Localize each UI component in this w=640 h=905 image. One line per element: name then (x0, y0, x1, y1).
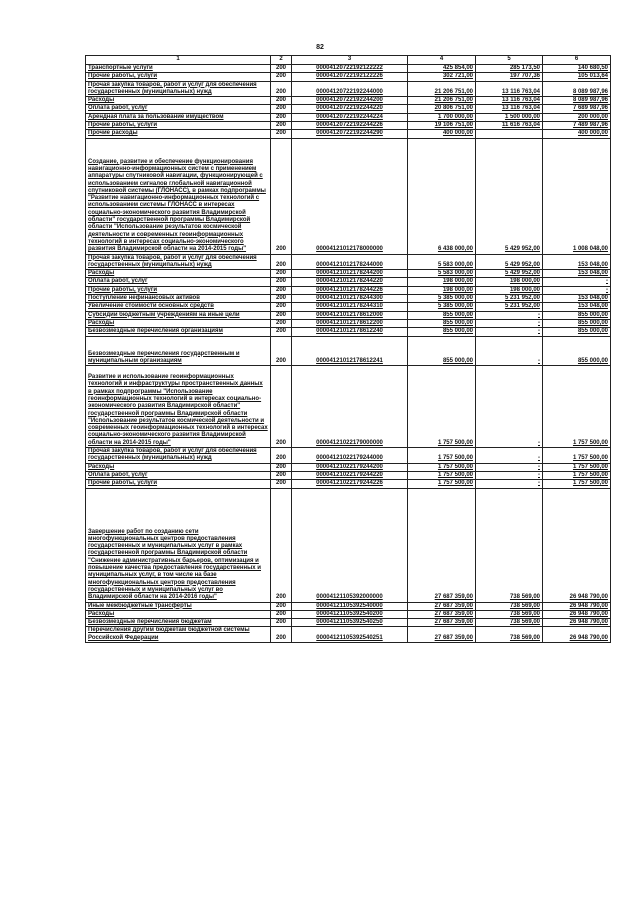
row-name: Расходы (86, 610, 271, 618)
table-row (86, 138, 611, 254)
table-row (86, 488, 611, 602)
row-kbk: 00004121022179244220 (292, 471, 408, 479)
row-value-col4: 198 000,00 (408, 286, 476, 294)
row-value-col6: 1 757 500,00 (543, 480, 611, 488)
row-kbk: 00004120722192122226 (292, 73, 408, 81)
row-code: 200 (271, 463, 292, 471)
row-value-col5 (476, 130, 543, 138)
row-kbk: 00004121105392540251 (292, 627, 408, 643)
row-name: Арендная плата за пользование имуществом (86, 113, 271, 121)
row-kbk: 00004121012178612240 (292, 328, 408, 336)
row-code: 200 (271, 270, 292, 278)
row-value-col5: 13 116 763,04 (476, 97, 543, 105)
row-value-col6: 1 757 500,00 (543, 463, 611, 471)
row-value-col5: - (476, 311, 543, 319)
row-value-col6: 855 000,00 (543, 328, 611, 336)
header-cell: 2 (271, 56, 292, 65)
row-value-col4: 1 757 500,00 (408, 471, 476, 479)
row-kbk: 00004121022179244000 (292, 448, 408, 464)
table-row (86, 480, 611, 488)
table-row (86, 328, 611, 336)
row-value-col6: 1 757 500,00 (543, 471, 611, 479)
row-value-col5: 5 429 952,00 (476, 270, 543, 278)
row-value-col5: 5 231 952,00 (476, 295, 543, 303)
row-kbk: 00004121012178244226 (292, 286, 408, 294)
row-value-col4: 1 757 500,00 (408, 463, 476, 471)
table-row (86, 105, 611, 113)
row-value-col6: 400 000,00 (543, 130, 611, 138)
row-code: 200 (271, 610, 292, 618)
row-value-col6: 153 048,00 (543, 295, 611, 303)
row-value-col6: 1 008 048,00 (543, 138, 611, 254)
row-kbk: 00004121012178244310 (292, 303, 408, 311)
row-name: Прочие расходы (86, 130, 271, 138)
row-kbk: 00004120722192244220 (292, 105, 408, 113)
row-name: Безвозмездные перечисления государственным и муниципальным организациям (86, 336, 271, 366)
row-value-col5: - (476, 471, 543, 479)
row-value-col6: 140 680,50 (543, 65, 611, 73)
row-value-col5: 738 569,00 (476, 488, 543, 602)
row-code: 200 (271, 303, 292, 311)
row-value-col4: 5 385 000,00 (408, 295, 476, 303)
row-kbk: 00004120722192122222 (292, 65, 408, 73)
row-value-col6: 855 000,00 (543, 319, 611, 327)
row-value-col4: 425 854,00 (408, 65, 476, 73)
row-name: Безвозмездные перечисления бюджетам (86, 619, 271, 627)
row-value-col5: 285 173,50 (476, 65, 543, 73)
header-cell: 4 (408, 56, 476, 65)
row-value-col4: 27 687 359,00 (408, 610, 476, 618)
row-value-col6: 8 089 987,96 (543, 81, 611, 97)
table-header-row (86, 56, 611, 65)
row-code: 200 (271, 278, 292, 286)
row-name: Прочие работы, услуги (86, 480, 271, 488)
row-code: 200 (271, 295, 292, 303)
row-value-col6: 26 948 790,00 (543, 610, 611, 618)
row-value-col4: 21 206 751,00 (408, 81, 476, 97)
row-value-col4: 1 700 000,00 (408, 113, 476, 121)
table-row (86, 295, 611, 303)
row-code: 200 (271, 488, 292, 602)
row-code: 200 (271, 627, 292, 643)
row-value-col5: 11 616 763,04 (476, 122, 543, 130)
row-kbk: 00004121105392540250 (292, 619, 408, 627)
row-value-col4: 302 721,00 (408, 73, 476, 81)
row-kbk: 00004121012178612000 (292, 311, 408, 319)
row-code: 200 (271, 113, 292, 121)
table-row (86, 366, 611, 448)
row-kbk: 00004121022179000000 (292, 366, 408, 448)
table-row (86, 303, 611, 311)
table-row (86, 270, 611, 278)
row-value-col6: 153 048,00 (543, 254, 611, 270)
row-name: Иные межбюджетные трансферты (86, 602, 271, 610)
row-value-col4: 198 000,00 (408, 278, 476, 286)
row-code: 200 (271, 81, 292, 97)
row-value-col5: 5 231 952,00 (476, 303, 543, 311)
row-value-col5: 198 000,00 (476, 278, 543, 286)
row-value-col5: - (476, 448, 543, 464)
table-row (86, 122, 611, 130)
row-name: Прочие работы, услуги (86, 122, 271, 130)
row-value-col5: - (476, 328, 543, 336)
row-value-col5: 738 569,00 (476, 602, 543, 610)
row-value-col5: 198 000,00 (476, 286, 543, 294)
row-kbk: 00004121012178000000 (292, 138, 408, 254)
row-kbk: 00004121012178244200 (292, 270, 408, 278)
row-code: 200 (271, 73, 292, 81)
row-value-col5: 13 116 763,04 (476, 105, 543, 113)
table-row (86, 602, 611, 610)
row-value-col6: - (543, 286, 611, 294)
row-value-col5: - (476, 480, 543, 488)
row-value-col4: 5 583 000,00 (408, 270, 476, 278)
row-value-col6: 26 948 790,00 (543, 619, 611, 627)
row-name: Прочие работы, услуги (86, 286, 271, 294)
row-code: 200 (271, 105, 292, 113)
row-code: 200 (271, 138, 292, 254)
table-row (86, 130, 611, 138)
row-name: Прочая закупка товаров, работ и услуг для обеспечения государственных (муниципальных) нужд (86, 254, 271, 270)
row-name: Создание, развитие и обеспечение функционирования навигационно-информационных систем с применением аппаратуры спутниковой навигации, функционирующей с использованием сигналов глобальной навигационной спутниковой системы (ГЛОНАСС), в рамках подпрограммы "Развитие навигационно-информационных технологий с использованием системы ГЛОНАСС в интересах социально-экономического развития Владимирской области" государственной программы Владимирской области "Использование результатов космической деятельности и современных геоинформационных технологий в интересах социально-экономического развития Владимирской области на 2014-2015 годы" (86, 138, 271, 254)
row-code: 200 (271, 619, 292, 627)
row-value-col5: 1 500 000,00 (476, 113, 543, 121)
row-value-col4: 1 757 500,00 (408, 366, 476, 448)
row-value-col4: 27 687 359,00 (408, 602, 476, 610)
row-code: 200 (271, 602, 292, 610)
row-value-col4: 855 000,00 (408, 328, 476, 336)
row-value-col4: 1 757 500,00 (408, 448, 476, 464)
row-code: 200 (271, 471, 292, 479)
row-name: Транспортные услуги (86, 65, 271, 73)
row-value-col6: 1 757 500,00 (543, 448, 611, 464)
row-name: Расходы (86, 97, 271, 105)
row-kbk: 00004120722192244226 (292, 122, 408, 130)
row-kbk: 00004120722192244224 (292, 113, 408, 121)
row-name: Увеличение стоимости основных средств (86, 303, 271, 311)
budget-table (85, 55, 611, 643)
row-name: Прочая закупка товаров, работ и услуг для обеспечения государственных (муниципальных) нужд (86, 448, 271, 464)
row-value-col4: 5 385 000,00 (408, 303, 476, 311)
row-value-col5: 197 707,36 (476, 73, 543, 81)
row-value-col5: 5 429 952,00 (476, 138, 543, 254)
row-value-col4: 27 687 359,00 (408, 619, 476, 627)
row-name: Расходы (86, 463, 271, 471)
row-value-col4: 855 000,00 (408, 311, 476, 319)
row-value-col6: 153 048,00 (543, 270, 611, 278)
row-value-col4: 27 687 359,00 (408, 488, 476, 602)
table-row (86, 254, 611, 270)
row-value-col4: 19 106 751,00 (408, 122, 476, 130)
table-row (86, 319, 611, 327)
row-name: Завершение работ по созданию сети многофункциональных центров предоставления государственных и муниципальных услуг в рамках государственной программы Владимирской области "Снижение административных барьеров, оптимизация и повышение качества предоставления государственных и муниципальных услуг, в том числе на базе многофункциональных центров предоставления государственных и муниципальных услуг во Владимирской области на 2014-2016 годы" (86, 488, 271, 602)
row-value-col6: 8 089 987,96 (543, 97, 611, 105)
table-row (86, 97, 611, 105)
row-name: Расходы (86, 270, 271, 278)
row-value-col5: 738 569,00 (476, 610, 543, 618)
page-number: 82 (316, 44, 324, 51)
row-kbk: 00004121022179244226 (292, 480, 408, 488)
row-name: Расходы (86, 319, 271, 327)
row-value-col5: - (476, 366, 543, 448)
row-code: 200 (271, 65, 292, 73)
table-row (86, 471, 611, 479)
row-name: Прочая закупка товаров, работ и услуг для обеспечения государственных (муниципальных) нужд (86, 81, 271, 97)
table-row (86, 65, 611, 73)
row-value-col4: 855 000,00 (408, 336, 476, 366)
row-code: 200 (271, 480, 292, 488)
row-kbk: 00004121022179244200 (292, 463, 408, 471)
row-kbk: 00004120722192244290 (292, 130, 408, 138)
row-value-col4: 27 687 359,00 (408, 627, 476, 643)
row-value-col4: 1 757 500,00 (408, 480, 476, 488)
table-row (86, 286, 611, 294)
table-row (86, 73, 611, 81)
row-code: 200 (271, 311, 292, 319)
row-value-col4: 20 806 751,00 (408, 105, 476, 113)
row-value-col6: 153 048,00 (543, 303, 611, 311)
row-name: Оплата работ, услуг (86, 278, 271, 286)
row-value-col6: 855 000,00 (543, 336, 611, 366)
row-value-col6: 26 948 790,00 (543, 627, 611, 643)
row-kbk: 00004121012178244220 (292, 278, 408, 286)
row-value-col4: 400 000,00 (408, 130, 476, 138)
header-cell: 3 (292, 56, 408, 65)
row-value-col6: 26 948 790,00 (543, 488, 611, 602)
row-value-col5: - (476, 336, 543, 366)
row-value-col5: 13 116 763,04 (476, 81, 543, 97)
row-value-col4: 6 438 000,00 (408, 138, 476, 254)
row-code: 200 (271, 130, 292, 138)
row-value-col6: - (543, 278, 611, 286)
table-row (86, 278, 611, 286)
row-name: Субсидии бюджетным учреждениям на иные цели (86, 311, 271, 319)
row-code: 200 (271, 286, 292, 294)
row-name: Оплата работ, услуг (86, 471, 271, 479)
table-row (86, 619, 611, 627)
table-row (86, 81, 611, 97)
row-value-col6: 105 013,64 (543, 73, 611, 81)
row-value-col5: - (476, 463, 543, 471)
row-name: Поступление нефинансовых активов (86, 295, 271, 303)
table-row (86, 311, 611, 319)
row-value-col4: 855 000,00 (408, 319, 476, 327)
row-code: 200 (271, 328, 292, 336)
row-value-col6: 26 948 790,00 (543, 602, 611, 610)
row-value-col6: 200 000,00 (543, 113, 611, 121)
row-kbk: 00004121105392540000 (292, 602, 408, 610)
row-value-col4: 21 206 751,00 (408, 97, 476, 105)
header-cell: 5 (476, 56, 543, 65)
table-row (86, 627, 611, 643)
row-kbk: 00004120722192244000 (292, 81, 408, 97)
row-kbk: 00004121012178612200 (292, 319, 408, 327)
row-value-col4: 5 583 000,00 (408, 254, 476, 270)
row-value-col6: 7 689 987,96 (543, 105, 611, 113)
table-row (86, 336, 611, 366)
row-value-col6: 7 489 987,96 (543, 122, 611, 130)
table-row (86, 448, 611, 464)
row-name: Развитие и использование геоинформационных технологий и инфраструктуры пространственных данных в рамках подпрограммы "Использование геоинформационных технологий в интересах социально-экономического развития Владимирской области" государственной программы Владимирской области "Использование результатов космической деятельности и современных геоинформационных технологий в интересах социально-экономического развития Владимирской области на 2014-2015 годы" (86, 366, 271, 448)
row-value-col5: - (476, 319, 543, 327)
row-kbk: 00004121012178612241 (292, 336, 408, 366)
row-kbk: 00004120722192244200 (292, 97, 408, 105)
row-name: Безвозмездные перечисления организациям (86, 328, 271, 336)
row-kbk: 00004121012178244000 (292, 254, 408, 270)
row-code: 200 (271, 448, 292, 464)
row-code: 200 (271, 97, 292, 105)
row-value-col6: 855 000,00 (543, 311, 611, 319)
table-row (86, 463, 611, 471)
row-value-col5: 738 569,00 (476, 627, 543, 643)
header-cell: 1 (86, 56, 271, 65)
table-row (86, 610, 611, 618)
row-code: 200 (271, 366, 292, 448)
row-value-col6: 1 757 500,00 (543, 366, 611, 448)
row-kbk: 00004121012178244300 (292, 295, 408, 303)
header-cell: 6 (543, 56, 611, 65)
table-row (86, 113, 611, 121)
row-kbk: 00004121105392000000 (292, 488, 408, 602)
row-value-col5: 738 569,00 (476, 619, 543, 627)
row-code: 200 (271, 319, 292, 327)
row-code: 200 (271, 336, 292, 366)
row-value-col5: 5 429 952,00 (476, 254, 543, 270)
row-kbk: 00004121105392540200 (292, 610, 408, 618)
row-name: Перечисления другим бюджетам бюджетной системы Российской Федерации (86, 627, 271, 643)
row-code: 200 (271, 254, 292, 270)
row-code: 200 (271, 122, 292, 130)
row-name: Оплата работ, услуг (86, 105, 271, 113)
row-name: Прочие работы, услуги (86, 73, 271, 81)
